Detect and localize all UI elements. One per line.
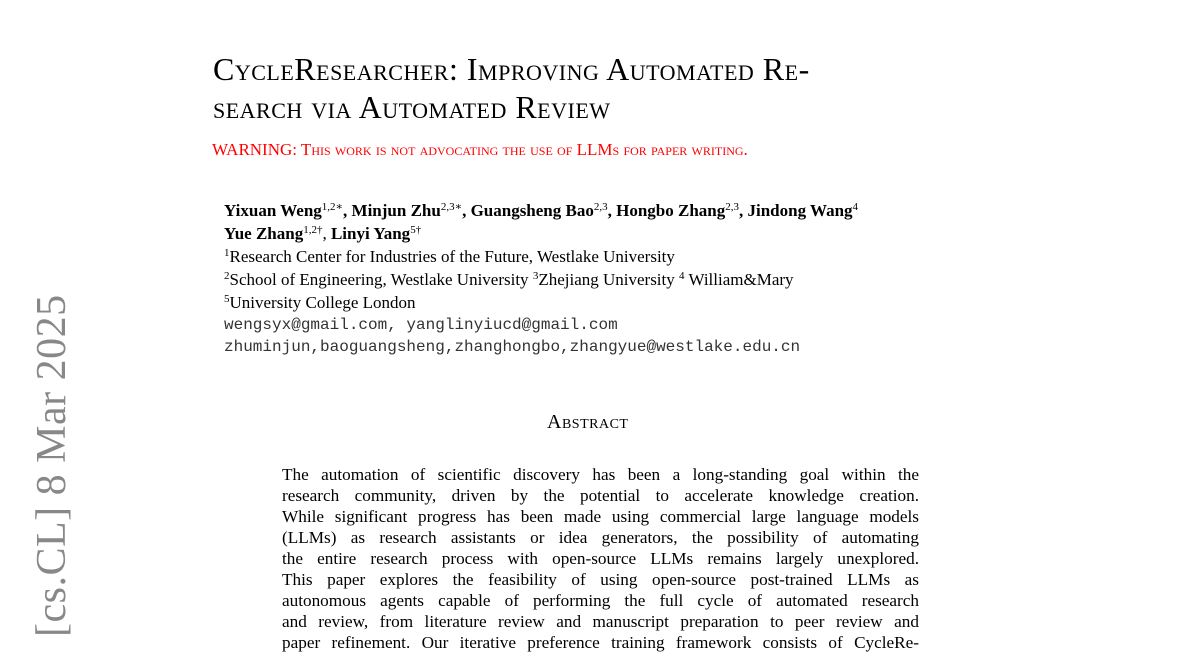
author-affil-sup: 4	[852, 201, 859, 213]
author-row-1: Yixuan Weng$^{1,2∗}$, Minjun Zhu$^{2,3∗}$, Guangsheng Bao$^{2,3}$, Hongbo Zhang$^{2,3}$, Jindong Wang$^4$	[224, 201, 859, 220]
author-block	[224, 199, 1044, 358]
author-name: Hongbo Zhang	[616, 201, 726, 220]
abstract-line: autonomous agents capable of performing the full cycle of automated research	[282, 591, 919, 610]
affiliation-line-1	[224, 245, 1044, 268]
warning-note: WARNING: This work is not advocating the use of LLMs for paper writing.	[212, 140, 748, 159]
author-affil-sup: 1,2∗	[321, 201, 344, 213]
affil-sup: 3	[532, 270, 539, 282]
abstract-line: paper refinement. Our iterative preference training framework consists of CycleRe-	[282, 633, 919, 652]
author-name: Minjun Zhu	[351, 201, 441, 220]
title-line-1: CycleResearcher: Improving Automated Re-	[213, 51, 810, 87]
author-name: Guangsheng Bao	[470, 201, 594, 220]
author-name: Yixuan Weng	[224, 201, 322, 220]
arxiv-side-stamp: [cs.CL] 8 Mar 2025	[29, 294, 75, 637]
author-name: Jindong Wang	[747, 201, 853, 220]
affil-sup: 1	[224, 247, 230, 259]
author-name: Linyi Yang	[330, 224, 411, 243]
affiliation-text: University College London	[229, 293, 416, 312]
affiliation-text: William&Mary	[684, 270, 794, 289]
affiliation-line-3	[224, 291, 1044, 314]
author-affil-sup: 2,3	[725, 201, 739, 213]
author-affil-sup: 2,3	[593, 201, 608, 213]
abstract-line: (LLMs) as research assistants or idea generators, the possibility of automating	[282, 528, 919, 547]
abstract-line: the entire research process with open-source LLMs remains largely unexplored.	[282, 549, 919, 568]
abstract-line: This paper explores the feasibility of using open-source post-trained LLMs as	[282, 570, 919, 589]
abstract-line: The automation of scientific discovery has been a long-standing goal within the	[282, 465, 919, 484]
title-line-2: search via Automated Review	[213, 89, 611, 125]
abstract-body	[282, 464, 919, 653]
abstract-line: and review, from literature review and manuscript preparation to peer review and	[282, 612, 919, 631]
abstract-heading: Abstract	[547, 411, 629, 433]
author-affil-sup: 1,2†	[303, 224, 323, 236]
affiliation-text: Research Center for Industries of the Future, Westlake University	[229, 247, 675, 266]
affiliation-line-2	[224, 268, 1044, 291]
affil-sup: 2	[224, 270, 230, 282]
author-affil-sup: 2,3∗	[440, 201, 463, 213]
affil-sup: 5	[224, 293, 230, 305]
abstract-line: research community, driven by the potential to accelerate knowledge creation.	[282, 486, 919, 505]
affil-sup: 4	[679, 270, 685, 282]
affiliation-text: School of Engineering, Westlake University	[229, 270, 533, 289]
email-line-2: zhuminjun,baoguangsheng,zhanghongbo,zhangyue@westlake.edu.cn	[224, 338, 801, 356]
affiliation-text: Zhejiang University	[538, 270, 680, 289]
author-affil-sup: 5†	[410, 224, 422, 236]
email-line-1: wengsyx@gmail.com, yanglinyiucd@gmail.com	[224, 316, 618, 334]
author-name: Yue Zhang	[224, 224, 304, 243]
abstract-line: While significant progress has been made using commercial large language models	[282, 507, 919, 526]
author-row-2: Yue Zhang$^{1,2\dagger}$, Linyi Yang$^{5\dagger}$	[224, 224, 422, 243]
paper-title	[213, 50, 1013, 126]
